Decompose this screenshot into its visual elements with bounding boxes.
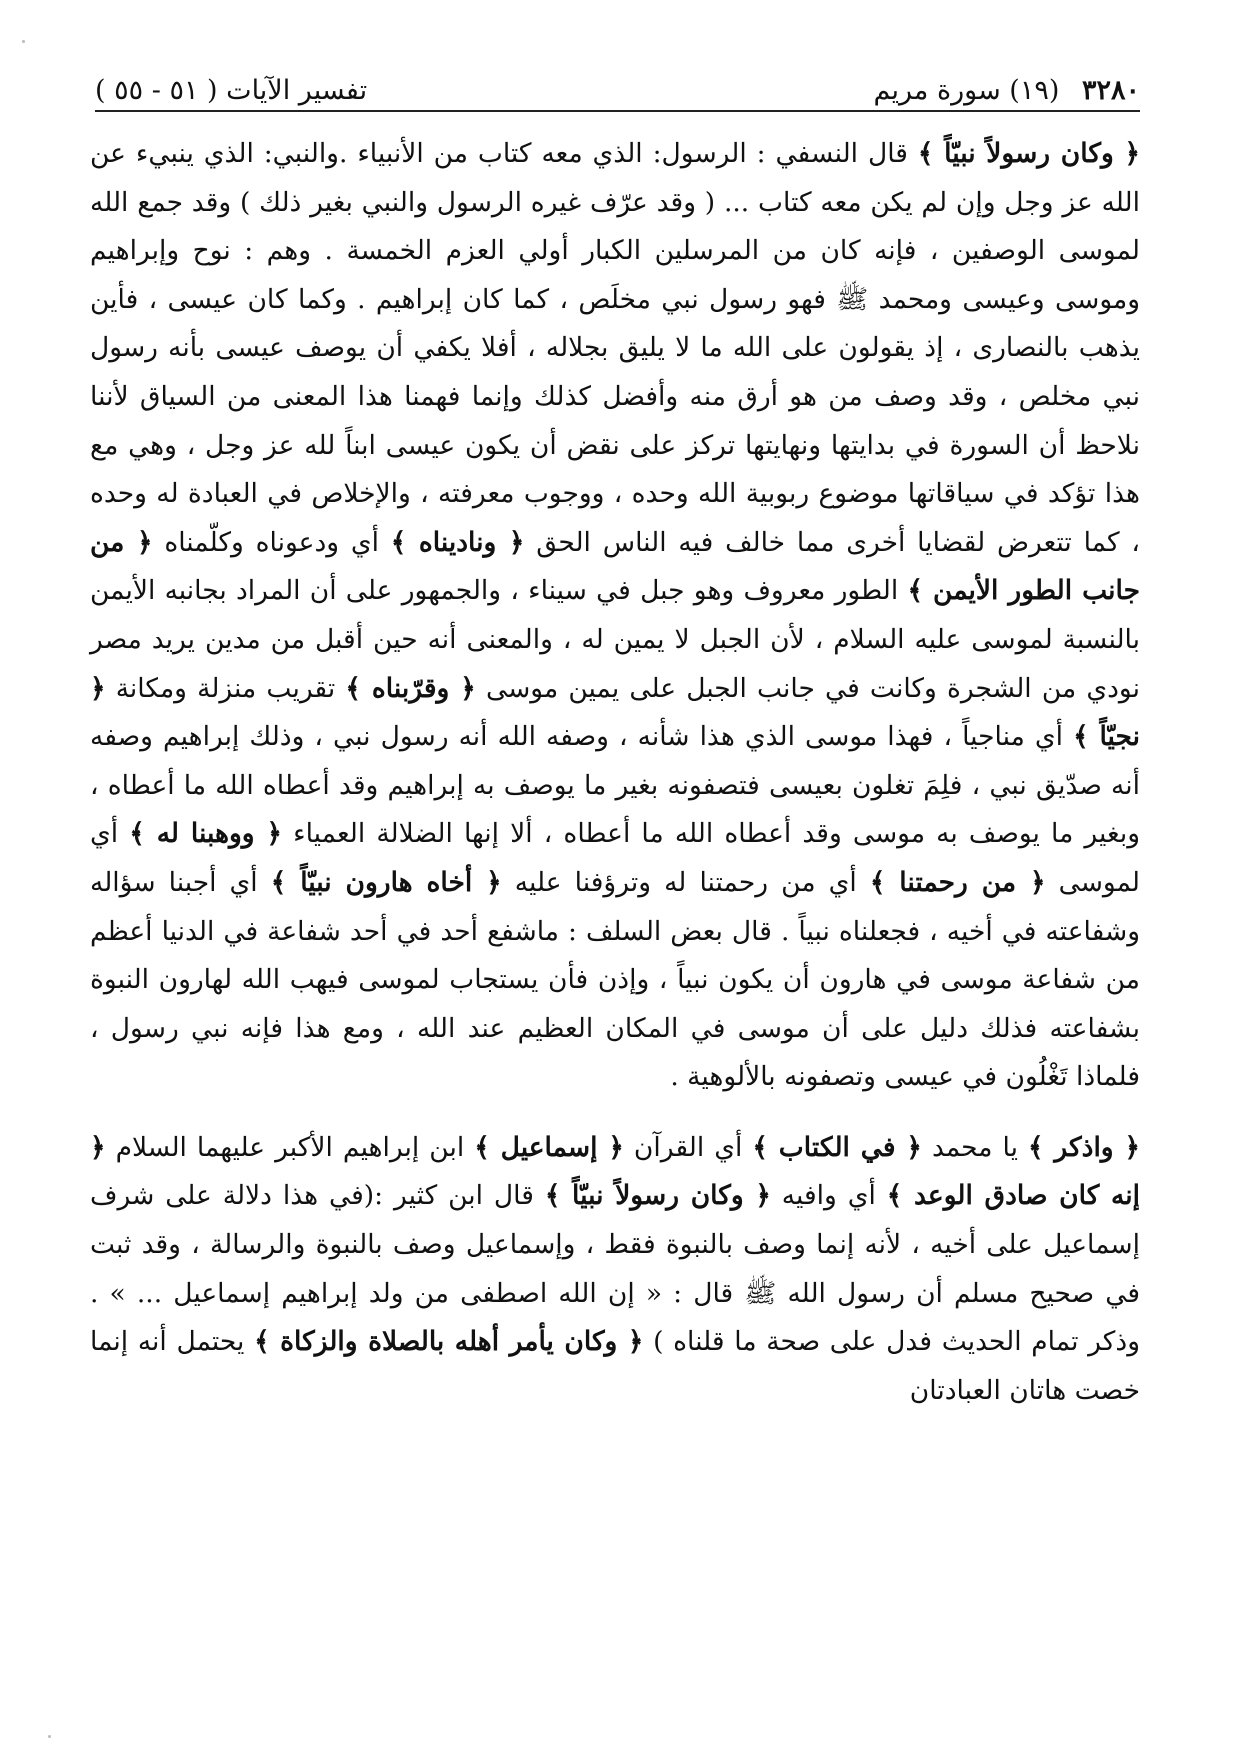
- commentary-text: أي القرآن: [623, 1131, 753, 1163]
- commentary-text: قال ابن كثير :(في هذا دلالة على شرف إسماعيل على أخيه ، لأنه إنما وصف بالنبوة فقط ، وإسماعيل وصف بالنبوة والرسالة ، وقد ثبت في صحيح مسلم أن رسول الله ﷺ قال : « إن الله اصطفى من ولد إبراهيم إسماعيل ... » . وذكر تمام الحديث فدل على صحة ما قلناه ): [90, 1180, 1141, 1358]
- surah-title: (١٩) سورة مريم: [873, 75, 1060, 106]
- quran-verse-quote: ﴿ ووهبنا له ﴾: [129, 818, 283, 850]
- quran-verse-quote: ﴿ واذكر ﴾: [1028, 1131, 1140, 1163]
- commentary-text: تقريب منزلة ومكانة: [105, 672, 346, 704]
- section-title: تفسير الآيات ( ٥١ - ٥٥ ): [95, 75, 368, 106]
- quran-verse-quote: ﴿ وكان رسولاً نبيّاً ﴾: [917, 138, 1141, 169]
- page-number: ٣٢٨٠: [1081, 75, 1140, 106]
- quran-verse-quote: ﴿ وناديناه ﴾: [390, 526, 525, 558]
- tafsir-body: [90, 130, 1140, 1415]
- commentary-text: أي أجبنا سؤاله وشفاعته في أخيه ، فجعلناه نبياً . قال بعض السلف : ماشفع أحد في أحد شفاعة في الدنيا أعظم من شفاعة موسى في هارون أن يكون نبياً ، وإذن فأن يستجاب لموسى فيهب الله لهارون النبوة بشفاعته فذلك دليل على أن موسى في المكان العظيم عند الله ، ومع هذا فإنه نبي رسول ، فلماذا تَغْلُون في عيسى وتصفونه بالألوهية .: [90, 866, 1140, 1093]
- quran-verse-quote: ﴿ نجيّاً ﴾: [90, 672, 1141, 753]
- quran-verse-quote: ﴿ إنه كان صادق الوعد ﴾: [90, 1131, 1140, 1212]
- scan-speck: [48, 1735, 51, 1738]
- paragraph: [90, 1124, 1140, 1416]
- header-divider: [95, 110, 1140, 112]
- quran-verse-quote: ﴿ من جانب الطور الأيمن ﴾: [90, 526, 1140, 607]
- commentary-text: يحتمل أنه إنما خصت هاتان العبادتان: [90, 1326, 1140, 1406]
- paragraph: [90, 130, 1140, 1102]
- quran-verse-quote: ﴿ في الكتاب ﴾: [752, 1131, 922, 1163]
- quran-verse-quote: ﴿ من رحمتنا ﴾: [869, 866, 1046, 898]
- quran-verse-quote: ﴿ وقرّبناه ﴾: [345, 672, 476, 704]
- page-header: [95, 62, 1140, 106]
- scan-speck: [22, 40, 25, 43]
- commentary-text: أي مناجياً ، فهذا موسى الذي هذا شأنه ، وصفه الله أنه رسول نبي ، وذلك إبراهيم وصفه أنه صدّيق نبي ، فلِمَ تغلون بعيسى فتصفونه بغير ما يوصف به إبراهيم وقد أعطاه الله ما أعطاه ، وبغير ما يوصف به موسى وقد أعطاه الله ما أعطاه ، ألا إنها الضلالة العمياء: [90, 721, 1140, 850]
- commentary-text: قال النسفي : الرسول: الذي معه كتاب من الأنبياء .والنبي: الذي ينبيء عن الله عز وجل وإن لم يكن معه كتاب ... ( وقد عرّف غيره الرسول والنبي بغير ذلك ) وقد جمع الله لموسى الوصفين ، فإنه كان من المرسلين الكبار أولي العزم الخمسة . وهم : نوح وإبراهيم وموسى وعيسى ومحمد ﷺ فهو رسول نبي مخلَص ، كما كان إبراهيم . وكما كان عيسى ، فأين يذهب بالنصارى ، إذ يقولون على الله ما لا يليق بجلاله ، أفلا يكفي أن يوصف عيسى بأنه رسول نبي مخلص ، وقد وصف من هو أرق منه وأفضل كذلك وإنما فهمنا هذا المعنى من السياق لأننا نلاحظ أن السورة في بدايتها ونهايتها تركز على نقض أن يكون عيسى ابناً لله عز وجل ، وهي مع هذا تؤكد في سياقاتها موضوع ربوبية الله وحده ، ووجوب معرفته ، والإخلاص في العبادة له وحده ، كما تتعرض لقضايا أخرى مما خالف فيه الناس الحق: [90, 138, 1140, 558]
- header-right: [874, 75, 1140, 106]
- quran-verse-quote: ﴿ إسماعيل ﴾: [474, 1131, 624, 1163]
- commentary-text: أي من رحمتنا له وترؤفنا عليه: [501, 866, 870, 898]
- quran-verse-quote: ﴿ وكان رسولاً نبيّاً ﴾: [544, 1180, 771, 1212]
- commentary-text: أي ودعوناه وكلّمناه: [152, 526, 391, 558]
- commentary-text: أي لموسى: [90, 818, 1141, 898]
- commentary-text: الطور معروف وهو جبل في سيناء ، والجمهور على أن المراد بجانبه الأيمن بالنسبة لموسى عليه السلام ، لأن الجبل لا يمين له ، والمعنى أنه حين أقبل من مدين يريد مصر نودي من الشجرة وكانت في جانب الجبل على يمين موسى: [90, 575, 1140, 704]
- commentary-text: يا محمد: [921, 1131, 1029, 1163]
- commentary-text: أي وافيه: [770, 1180, 887, 1212]
- quran-verse-quote: ﴿ أخاه هارون نبيّاً ﴾: [270, 866, 502, 898]
- commentary-text: ابن إبراهيم الأكبر عليهما السلام: [105, 1131, 475, 1163]
- quran-verse-quote: ﴿ وكان يأمر أهله بالصلاة والزكاة ﴾: [254, 1326, 644, 1358]
